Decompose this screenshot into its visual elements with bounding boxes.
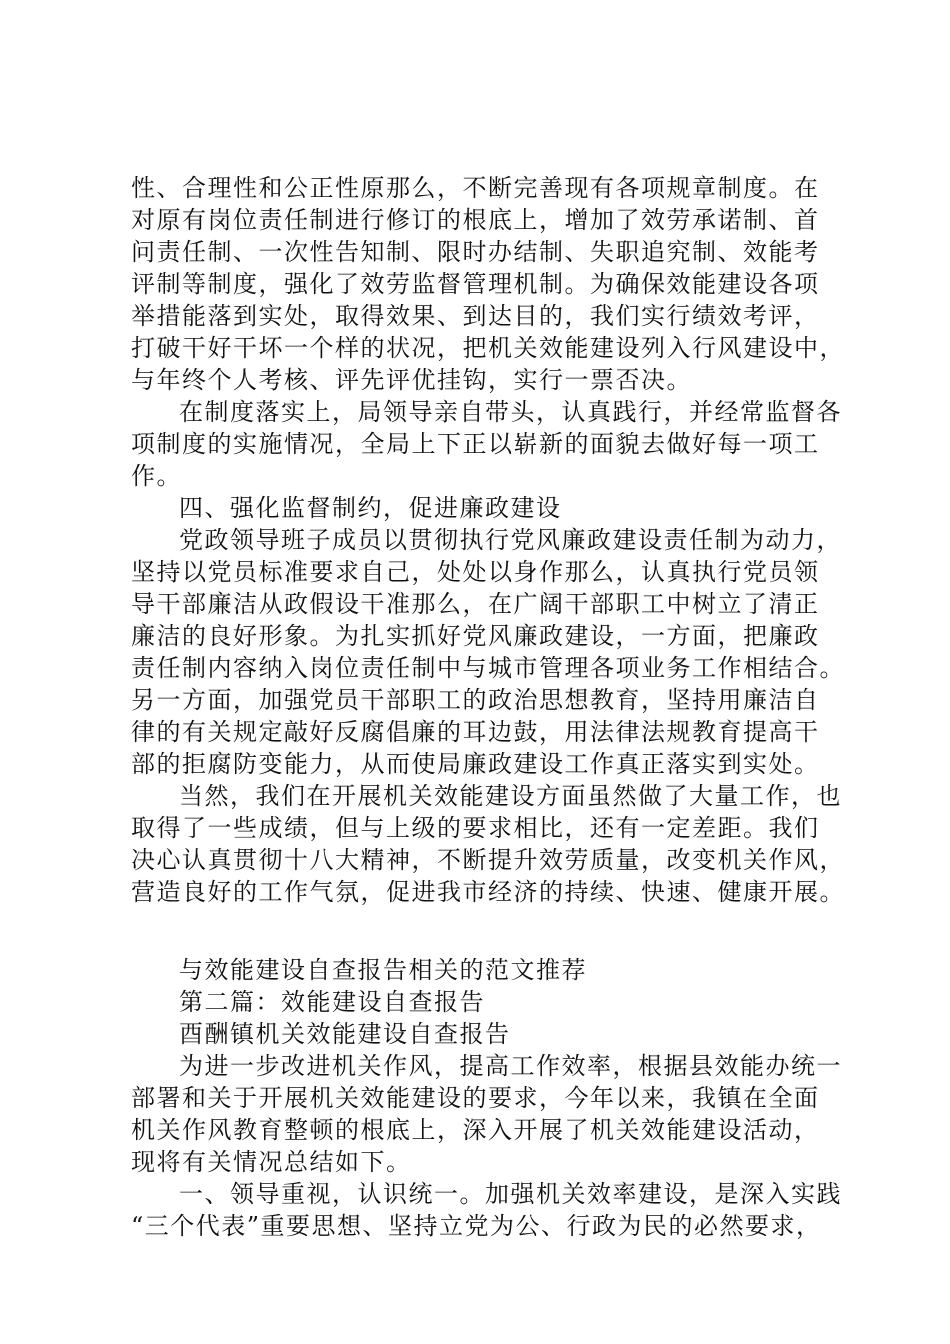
text-line: 当然，我们在开展机关效能建设方面虽然做了大量工作，也 — [179, 782, 842, 810]
text-line: 问责任制、一次性告知制、限时办结制、失职追究制、效能考 — [131, 238, 820, 266]
text-line: 在制度落实上，局领导亲自带头，认真践行，并经常监督各 — [179, 398, 842, 426]
text-line: 作。 — [131, 462, 182, 490]
text-line: 对原有岗位责任制进行修订的根底上，增加了效劳承诺制、首 — [131, 206, 820, 234]
related-articles-heading: 与效能建设自查报告相关的范文推荐 — [179, 956, 587, 984]
text-line: 责任制内容纳入岗位责任制中与城市管理各项业务工作相结合。 — [131, 654, 845, 682]
paragraph-intro — [131, 1050, 847, 1178]
text-line: 现将有关情况总结如下。 — [131, 1148, 412, 1176]
text-line: 机关作风教育整顿的根底上，深入开展了机关效能建设活动， — [131, 1116, 820, 1144]
paragraph-regulations — [131, 172, 847, 396]
text-line: 营造良好的工作气氛，促进我市经济的持续、快速、健康开展。 — [131, 878, 845, 906]
section-heading-supervision: 四、强化监督制约，促进廉政建设 — [179, 494, 562, 522]
text-line: 一、领导重视，认识统一。加强机关效率建设，是深入实践 — [179, 1180, 842, 1208]
text-line: 项制度的实施情况，全局上下正以崭新的面貌去做好每一项工 — [131, 430, 820, 458]
paragraph-spacer — [131, 908, 847, 954]
text-line: 与年终个人考核、评先评优挂钩，实行一票否决。 — [131, 366, 692, 394]
text-line: 打破干好干坏一个样的状况，把机关效能建设列入行风建设中， — [131, 334, 845, 362]
text-line: 评制等制度，强化了效劳监督管理机制。为确保效能建设各项 — [131, 270, 820, 298]
text-line: 部的拒腐防变能力，从而使局廉政建设工作真正落实到实处。 — [131, 750, 820, 778]
paragraph-conclusion — [131, 780, 847, 908]
text-line: “三个代表”重要思想、坚持立党为公、行政为民的必然要求， — [131, 1212, 822, 1240]
chapter-heading: 第二篇：效能建设自查报告 — [179, 988, 485, 1016]
document-body — [131, 172, 847, 1242]
paragraph-integrity — [131, 524, 847, 780]
text-line: 为进一步改进机关作风，提高工作效率，根据县效能办统一 — [179, 1052, 842, 1080]
text-line: 导干部廉洁从政假设干准那么，在广阔干部职工中树立了清正 — [131, 590, 820, 618]
report-title: 酉酬镇机关效能建设自查报告 — [179, 1020, 511, 1048]
text-line: 部署和关于开展机关效能建设的要求，今年以来，我镇在全面 — [131, 1084, 820, 1112]
text-line: 坚持以党员标准要求自己，处处以身作那么，认真执行党员领 — [131, 558, 820, 586]
text-line: 另一方面，加强党员干部职工的政治思想教育，坚持用廉洁自 — [131, 686, 820, 714]
text-line: 廉洁的良好形象。为扎实抓好党风廉政建设，一方面，把廉政 — [131, 622, 820, 650]
text-line: 决心认真贯彻十八大精神，不断提升效劳质量，改变机关作风， — [131, 846, 845, 874]
text-line: 性、合理性和公正性原那么，不断完善现有各项规章制度。在 — [131, 174, 820, 202]
paragraph-implementation — [131, 396, 847, 492]
text-line: 取得了一些成绩，但与上级的要求相比，还有一定差距。我们 — [131, 814, 820, 842]
paragraph-leadership — [131, 1178, 847, 1242]
text-line: 律的有关规定敲好反腐倡廉的耳边鼓，用法律法规教育提高干 — [131, 718, 820, 746]
text-line: 举措能落到实处，取得效果、到达目的，我们实行绩效考评， — [131, 302, 820, 330]
text-line: 党政领导班子成员以贯彻执行党风廉政建设责任制为动力， — [179, 526, 842, 554]
